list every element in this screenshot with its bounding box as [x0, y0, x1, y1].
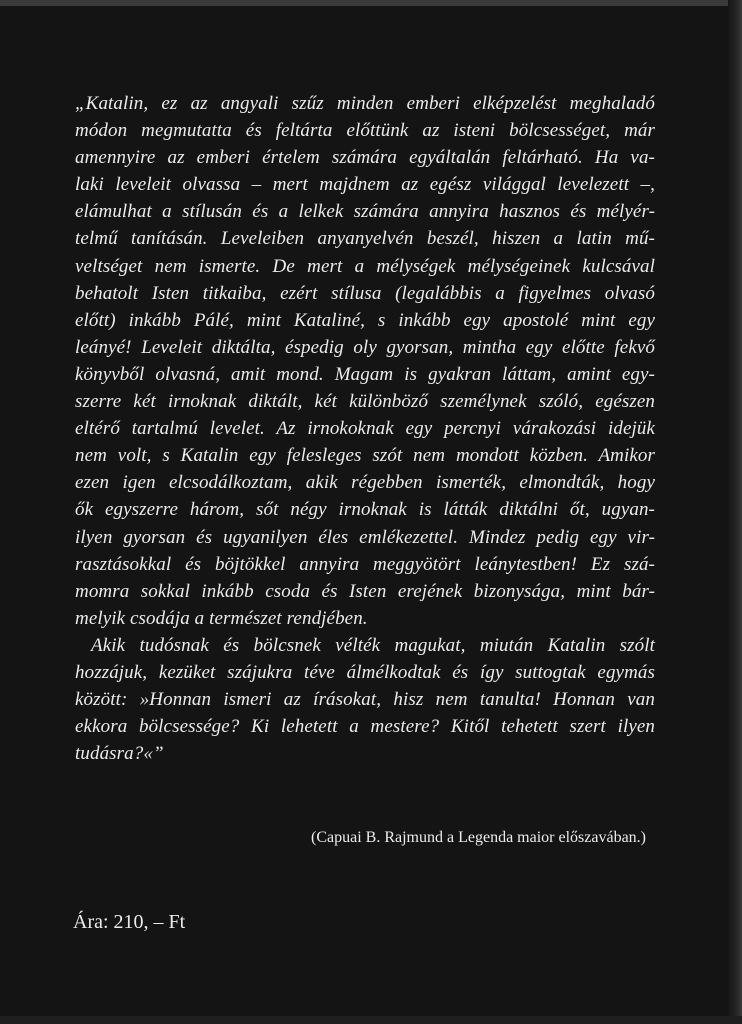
quote-line: ilyen gyorsan és ugyanilyen éles emlékezettel. Mindez pedig egy vir-	[75, 526, 655, 548]
cover-spine-edge	[728, 0, 742, 1024]
quote-block	[75, 90, 655, 767]
quote-line: szerre két irnoknak diktált, két különböző személynek szóló, egészen	[75, 391, 655, 413]
quote-line: ők egyszerre három, sőt négy irnoknak is látták diktálni őt, ugyan-	[75, 499, 655, 521]
quote-line: „Katalin, ez az angyali szűz minden emberi elképzelést meghaladó	[75, 93, 655, 114]
quote-line: módon megmutatta és feltárta előttünk az isteni bölcsességet, már	[75, 120, 655, 142]
quote-line: ezen igen elcsodálkoztam, akik régebben ismerték, elmondták, hogy	[75, 472, 655, 494]
quote-line: között: »Honnan ismeri az írásokat, hisz nem tanulta! Honnan van	[75, 689, 655, 711]
quote-line: előtt) inkább Pálé, mint Kataliné, s inkább egy apostolé mint egy	[75, 309, 655, 331]
cover-bottom-edge	[0, 1016, 742, 1024]
quote-line: hozzájuk, kezüket szájukra téve álmélkodtak és így suttogtak egymás	[75, 661, 655, 683]
quote-line: Akik tudósnak és bölcsnek vélték magukat, miután Katalin szólt	[91, 634, 655, 656]
quote-line: elámulhat a stílusán és a lelkek számára annyira hasznos és mélyér-	[75, 201, 655, 223]
quote-line: amennyire az emberi értelem számára egyáltalán feltárható. Ha va-	[75, 147, 655, 169]
quote-line: melyik csodája a természet rendjében.	[75, 607, 368, 629]
quote-line: behatolt Isten titkaiba, ezért stílusa (legalábbis a figyelmes olvasó	[75, 282, 655, 304]
quote-line: laki leveleit olvassa – mert majdnem az egész világgal levelezett –,	[75, 174, 655, 196]
quote-line: nem volt, s Katalin egy felesleges szót nem mondott közben. Amikor	[75, 445, 655, 467]
quote-line: ekkora bölcsessége? Ki lehetett a mestere? Kitől tehetett szert ilyen	[75, 716, 655, 738]
cover-top-edge	[0, 0, 742, 6]
quote-line: telmű tanításán. Leveleiben anyanyelvén beszél, hiszen a latin mű-	[75, 228, 655, 250]
quote-line: könyvből olvasná, amit mond. Magam is gyakran láttam, amint egy-	[75, 363, 655, 385]
quote-line: eltérő tartalmú levelet. Az irnokoknak egy percnyi várakozási idejük	[75, 418, 655, 440]
quote-line: tudásra?«”	[75, 743, 164, 765]
quote-line: veltséget nem ismerte. De mert a mélységek mélységeinek kulcsával	[75, 255, 655, 277]
price-label: Ára: 210, – Ft	[73, 911, 186, 933]
quote-line: rasztásokkal és böjtökkel annyira meggyötört leánytestben! Ez szá-	[75, 553, 655, 575]
quote-line: momra sokkal inkább csoda és Isten erejének bizonysága, mint bár-	[75, 580, 655, 602]
quote-line: leányé! Leveleit diktálta, éspedig oly gyorsan, mintha egy előtte fekvő	[75, 336, 655, 358]
quote-attribution: (Capuai B. Rajmund a Legenda maior előszavában.)	[311, 829, 646, 846]
